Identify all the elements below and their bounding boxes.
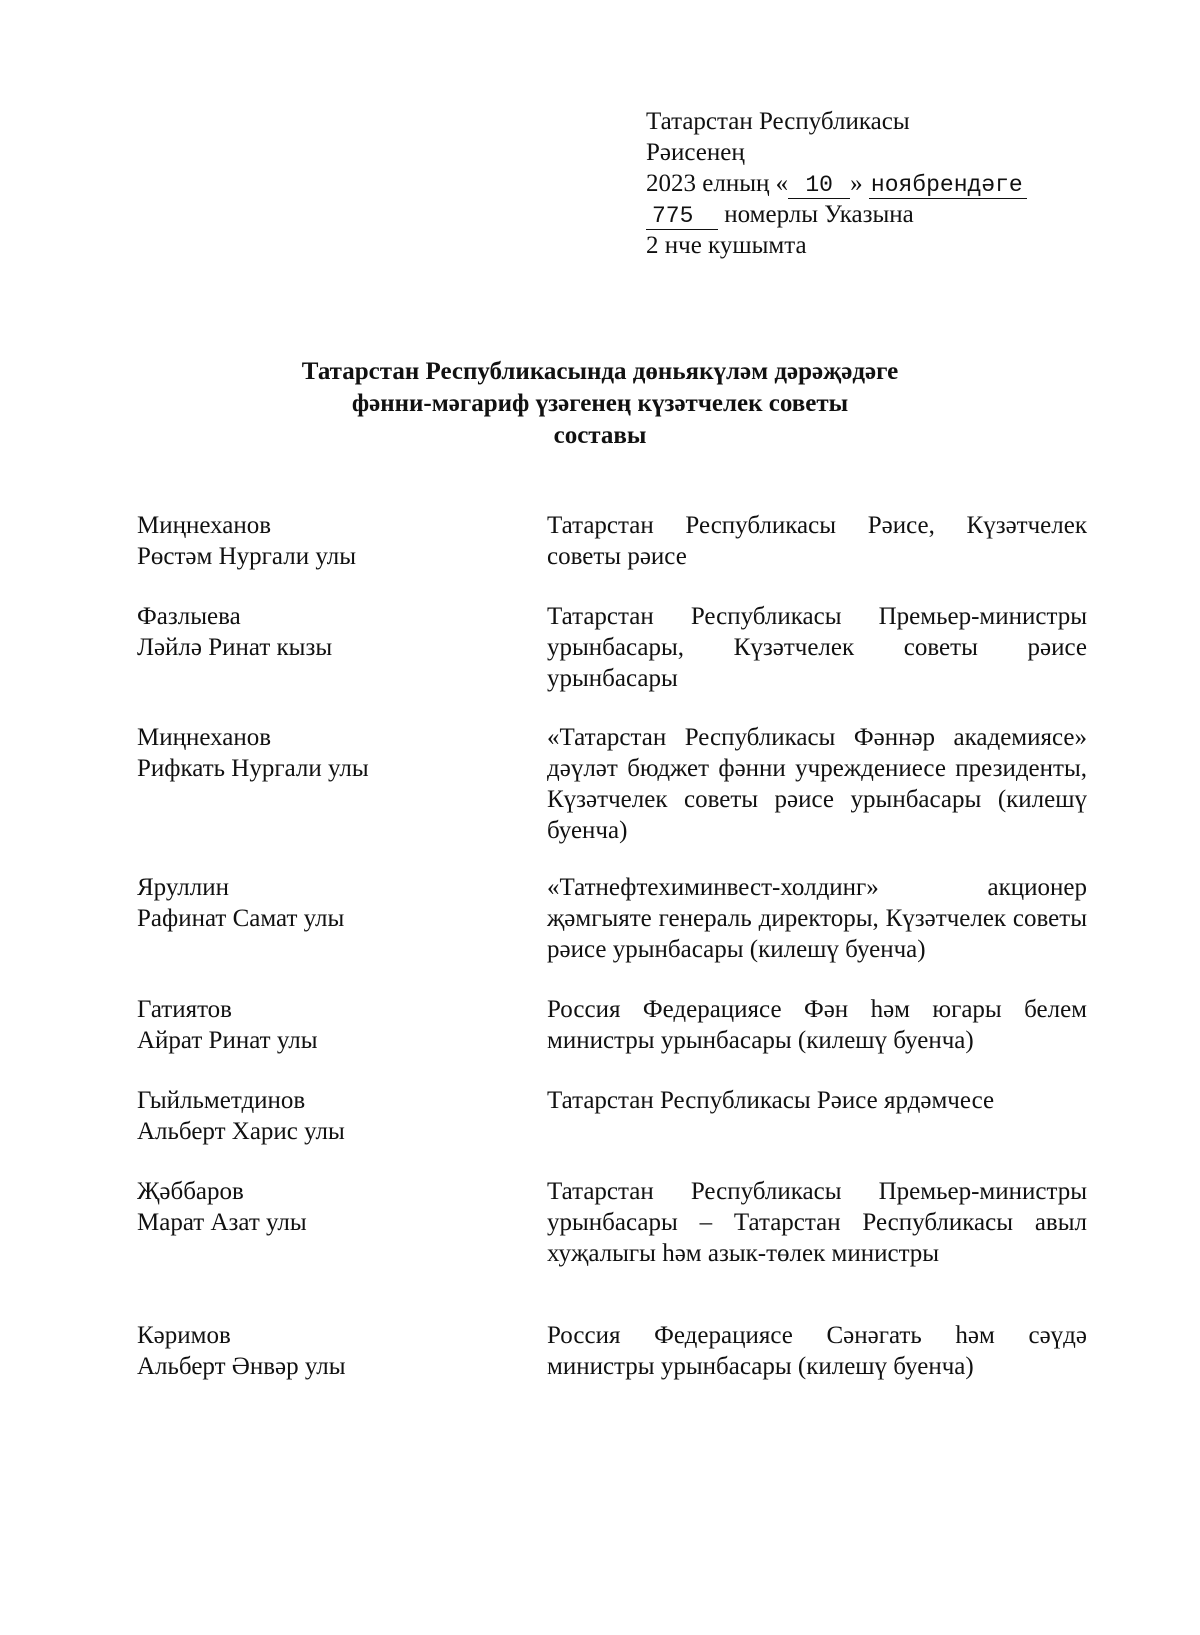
member-surname: Фазлыева: [137, 603, 241, 630]
member-surname: Гатиятов: [137, 996, 232, 1023]
member-name: [137, 872, 547, 965]
title-line-2: фәнни-мәгариф үзәгенең күзәтчелек советы: [351, 390, 849, 417]
decree-number: 775: [646, 203, 718, 230]
member-given-name: Рифкать Нургали улы: [137, 755, 369, 782]
member-given-name: Альберт Әнвәр улы: [137, 1353, 346, 1380]
year-prefix: 2023 елның «: [646, 170, 789, 197]
member-given-name: Альберт Харис улы: [137, 1118, 345, 1145]
member-position: Россия Федерациясе Фән һәм югары белем министры урынбасары (килешү буенча): [547, 996, 1087, 1054]
day-suffix: »: [850, 170, 863, 197]
member-name: [137, 722, 547, 846]
member-surname: Кәримов: [137, 1322, 231, 1349]
member-row: [137, 1320, 1087, 1382]
decree-month: ноябрендәге: [869, 172, 1027, 199]
member-name: [137, 1085, 547, 1147]
header-date-line: [646, 168, 1066, 199]
member-name: [137, 1320, 547, 1382]
header-line-2: Рәисенең: [646, 139, 745, 166]
member-surname: Гыйльметдинов: [137, 1087, 306, 1114]
member-row: [137, 510, 1087, 572]
member-row: [137, 1085, 1087, 1147]
member-position: Татарстан Республикасы Рәисе, Күзәтчелек советы рәисе: [547, 512, 1087, 570]
member-given-name: Марат Азат улы: [137, 1209, 307, 1236]
member-row: [137, 994, 1087, 1056]
member-row: [137, 601, 1087, 694]
member-row: [137, 1176, 1087, 1269]
header-line-1: Татарстан Республикасы: [646, 108, 910, 135]
member-name: [137, 510, 547, 572]
member-position: Россия Федерациясе Сәнәгать һәм сәүдә министры урынбасары (килешү буенча): [547, 1322, 1087, 1380]
member-given-name: Рөстәм Нургали улы: [137, 543, 356, 570]
decree-day: 10: [788, 172, 850, 199]
member-row: [137, 872, 1087, 965]
title-line-1: Татарстан Республикасында дөньякүләм дәрәҗәдәге: [301, 358, 899, 385]
member-given-name: Рафинат Самат улы: [137, 905, 345, 932]
member-position: Татарстан Республикасы Премьер-министры урынбасары, Күзәтчелек советы рәисе урынбасары: [547, 603, 1087, 692]
number-suffix: номерлы Указына: [724, 201, 914, 228]
member-name: [137, 1176, 547, 1269]
document-title: [160, 356, 1040, 452]
member-surname: Җәббаров: [137, 1178, 244, 1205]
title-line-3: составы: [553, 422, 647, 449]
member-name: [137, 994, 547, 1056]
member-position: Татарстан Республикасы Премьер-министры урынбасары – Татарстан Республикасы авыл хуҗалыгы һәм азык-төлек министры: [547, 1178, 1087, 1267]
member-given-name: Айрат Ринат улы: [137, 1027, 318, 1054]
member-surname: Миңнеханов: [137, 512, 272, 539]
member-position: «Татнефтехиминвест-холдинг» акционер җәмгыяте генераль директоры, Күзәтчелек советы рәисе урынбасары (килешү буенча): [547, 874, 1087, 963]
header-line-5: 2 нче кушымта: [646, 232, 807, 259]
member-position: «Татарстан Республикасы Фәннәр академиясе» дәүләт бюджет фәнни учреждениесе президенты, Күзәтчелек советы рәисе урынбасары (килешү буенча): [547, 724, 1087, 844]
member-position: Татарстан Республикасы Рәисе ярдәмчесе: [547, 1087, 995, 1114]
member-name: [137, 601, 547, 694]
header-number-line: [646, 199, 1066, 230]
member-row: [137, 722, 1087, 846]
member-given-name: Ләйлә Ринат кызы: [137, 634, 333, 661]
appendix-header: [646, 106, 1066, 261]
member-surname: Яруллин: [137, 874, 229, 901]
member-surname: Миңнеханов: [137, 724, 272, 751]
